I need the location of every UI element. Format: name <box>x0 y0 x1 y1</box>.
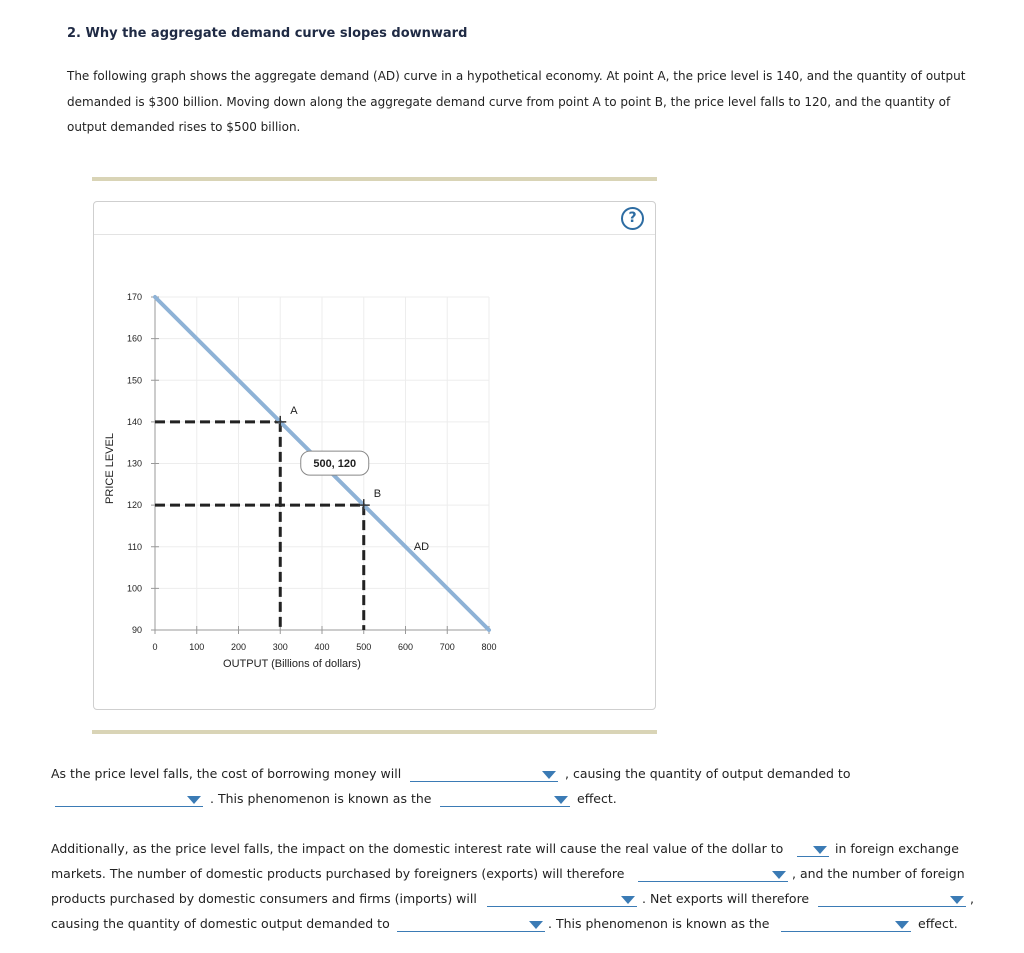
q2-text-8: causing the quantity of domestic output demanded to <box>51 916 390 931</box>
section-heading: 2. Why the aggregate demand curve slopes downward <box>67 26 468 41</box>
x-tick-label: 700 <box>439 642 455 652</box>
x-tick-label: 200 <box>230 642 247 652</box>
x-tick-label: 100 <box>189 642 205 652</box>
x-tick-label: 800 <box>481 642 497 652</box>
chevron-down-icon <box>187 796 201 804</box>
q2-text-3: markets. The number of domestic products purchased by foreigners (exports) will therefore <box>51 866 625 881</box>
ad-chart <box>94 235 654 705</box>
intro-paragraph <box>67 64 1017 141</box>
q2-text-5: products purchased by domestic consumers and firms (imports) will <box>51 891 477 906</box>
imports-dropdown[interactable] <box>487 892 637 907</box>
q2-text-9: . This phenomenon is known as the <box>548 916 770 931</box>
effect-name-dropdown-2[interactable] <box>781 917 911 932</box>
q1-text-3: . This phenomenon is known as the <box>210 791 432 806</box>
y-tick-label: 140 <box>126 416 142 427</box>
dollar-value-dropdown[interactable] <box>797 842 829 857</box>
chevron-down-icon <box>542 771 556 779</box>
chevron-down-icon <box>621 896 635 904</box>
q2-text-2: in foreign exchange <box>835 841 959 856</box>
bottom-divider <box>92 730 657 734</box>
ad-curve-label: AD <box>413 540 430 553</box>
q2-text-10: effect. <box>918 916 958 931</box>
x-tick-label: 400 <box>314 642 330 652</box>
chevron-down-icon <box>813 846 827 854</box>
point-label: B <box>373 488 382 501</box>
chevron-down-icon <box>895 921 909 929</box>
point-label: A <box>290 404 298 417</box>
q1-text-4: effect. <box>577 791 617 806</box>
q2-text-7: , <box>970 891 974 906</box>
y-tick-label: 90 <box>131 625 142 635</box>
y-tick-label: 170 <box>126 292 142 302</box>
borrowing-cost-dropdown[interactable] <box>410 767 558 782</box>
y-tick-label: 150 <box>126 375 142 386</box>
effect-name-dropdown-1[interactable] <box>440 792 570 807</box>
top-divider <box>92 177 657 181</box>
q2-text-4: , and the number of foreign <box>792 866 965 881</box>
tooltip-text: 500, 120 <box>313 458 357 471</box>
x-tick-label: 0 <box>152 642 158 652</box>
chevron-down-icon <box>772 871 786 879</box>
q2-text-6: . Net exports will therefore <box>642 891 810 906</box>
chevron-down-icon <box>554 796 568 804</box>
q1-text-1: As the price level falls, the cost of borrowing money will <box>51 766 402 781</box>
intro-line: demanded is $300 billion. Moving down along the aggregate demand curve from point A to point B, the price level falls to 120, and the quantity of <box>67 94 951 109</box>
chevron-down-icon <box>950 896 964 904</box>
x-axis-title: OUTPUT (Billions of dollars) <box>223 658 361 670</box>
y-tick-label: 100 <box>126 583 142 594</box>
x-tick-label: 500 <box>356 642 372 652</box>
x-tick-label: 600 <box>397 642 414 652</box>
y-tick-label: 130 <box>126 458 142 469</box>
output-demanded-dropdown[interactable] <box>55 792 203 807</box>
q2-text-1: Additionally, as the price level falls, the impact on the domestic interest rate will cause the real value of the dollar to <box>51 841 784 856</box>
y-tick-label: 110 <box>127 541 142 552</box>
net-exports-dropdown[interactable] <box>818 892 966 907</box>
q1-text-2: , causing the quantity of output demanded to <box>565 766 851 781</box>
chevron-down-icon <box>529 921 543 929</box>
exports-dropdown[interactable] <box>638 867 788 882</box>
x-tick-label: 300 <box>272 642 288 652</box>
y-axis-title: PRICE LEVEL <box>104 433 116 504</box>
help-icon[interactable]: ? <box>621 207 644 230</box>
y-tick-label: 160 <box>126 333 142 344</box>
intro-line: The following graph shows the aggregate demand (AD) curve in a hypothetical economy. At point A, the price level is 140, and the quantity of output <box>67 69 966 83</box>
domestic-output-dropdown[interactable] <box>397 917 545 932</box>
intro-line: output demanded rises to $500 billion. <box>67 120 301 134</box>
y-tick-label: 120 <box>126 500 142 511</box>
